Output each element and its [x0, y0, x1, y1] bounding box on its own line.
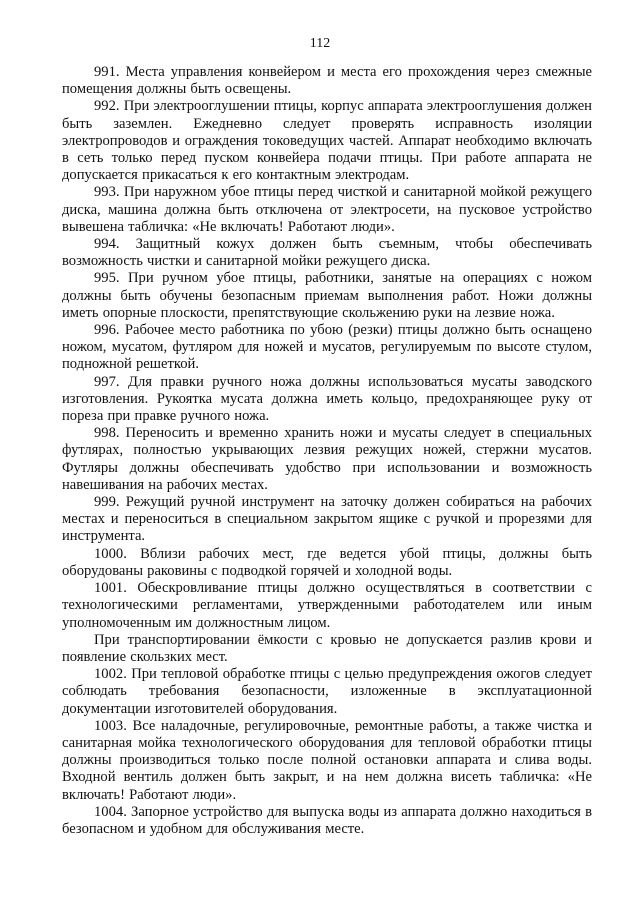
paragraph-997: 997. Для правки ручного ножа должны использоваться мусаты заводского изготовления. Рукоятка мусата должна иметь кольцо, предохраняющее руку от пореза при правке ручного ножа.: [62, 373, 592, 425]
paragraph-1001: 1001. Обескровливание птицы должно осуществляться в соответствии с технологическими регламентами, утвержденными работодателем или иным уполномоченным им должностным лицом.: [62, 580, 592, 631]
paragraph-996: 996. Рабочее место работника по убою (резки) птицы должно быть оснащено ножом, мусатом, футляром для ножей и мусатов, регулируемым по высоте стулом, подножной решеткой.: [62, 322, 592, 373]
paragraph-992: 992. При электрооглушении птицы, корпус аппарата электрооглушения должен быть заземлен. Ежедневно следует проверять исправность изоляции электропроводов и ограждения токоведущих частей. Аппарат необходимо включать в сеть только перед пуском конвейера подачи птицы. При работе аппарата не допускается прикасаться к его контактным электродам.: [62, 98, 592, 184]
paragraph-1000: 1000. Вблизи рабочих мест, где ведется убой птицы, должны быть оборудованы раковины с подводкой горячей и холодной воды.: [62, 545, 592, 579]
paragraph-993: 993. При наружном убое птицы перед чисткой и санитарной мойкой режущего диска, машина должна быть отключена от электросети, на пусковое устройство вывешена табличка: «Не включать! Работают люди».: [62, 184, 592, 235]
paragraph-1004: 1004. Запорное устройство для выпуска воды из аппарата должно находиться в безопасном и удобном для обслуживания месте.: [62, 803, 592, 837]
paragraph-995: 995. При ручном убое птицы, работники, занятые на операциях с ножом должны быть обучены безопасным приемам выполнения работ. Ножи должны иметь опорные плоскости, препятствующие скольжению руки на лезвие ножа.: [62, 270, 592, 321]
paragraph-1002: 1002. При тепловой обработке птицы с целью предупреждения ожогов следует соблюдать требования безопасности, изложенные в эксплуатационной документации изготовителей оборудования.: [62, 666, 592, 717]
page-number: 112: [309, 36, 331, 51]
document-body: [62, 64, 592, 838]
paragraph-998: 998. Переносить и временно хранить ножи и мусаты следует в специальных футлярах, полностью укрывающих лезвия режущих ножей, стержни мусатов. Футляры должны обеспечивать удобство при использовании и возможность навешивания на рабочих местах.: [62, 425, 592, 493]
paragraph-991: 991. Места управления конвейером и места его прохождения через смежные помещения должны быть освещены.: [62, 64, 592, 98]
paragraph-1003: 1003. Все наладочные, регулировочные, ремонтные работы, а также чистка и санитарная мойка технологического оборудования для тепловой обработки птицы должны производиться только после полной остановки аппарата и слива воды. Входной вентиль должен быть закрыт, и на нем должна висеть табличка: «Не включать! Работают люди».: [62, 717, 592, 803]
paragraph-999: 999. Режущий ручной инструмент на заточку должен собираться на рабочих местах и переноситься в специальном закрытом ящике с ручкой и прорезями для инструмента.: [62, 494, 592, 545]
paragraph-1001-continued: При транспортировании ёмкости с кровью не допускается разлив крови и появление скользких мест.: [62, 631, 592, 665]
paragraph-994: 994. Защитный кожух должен быть съемным, чтобы обеспечивать возможность чистки и санитарной мойки режущего диска.: [62, 236, 592, 270]
